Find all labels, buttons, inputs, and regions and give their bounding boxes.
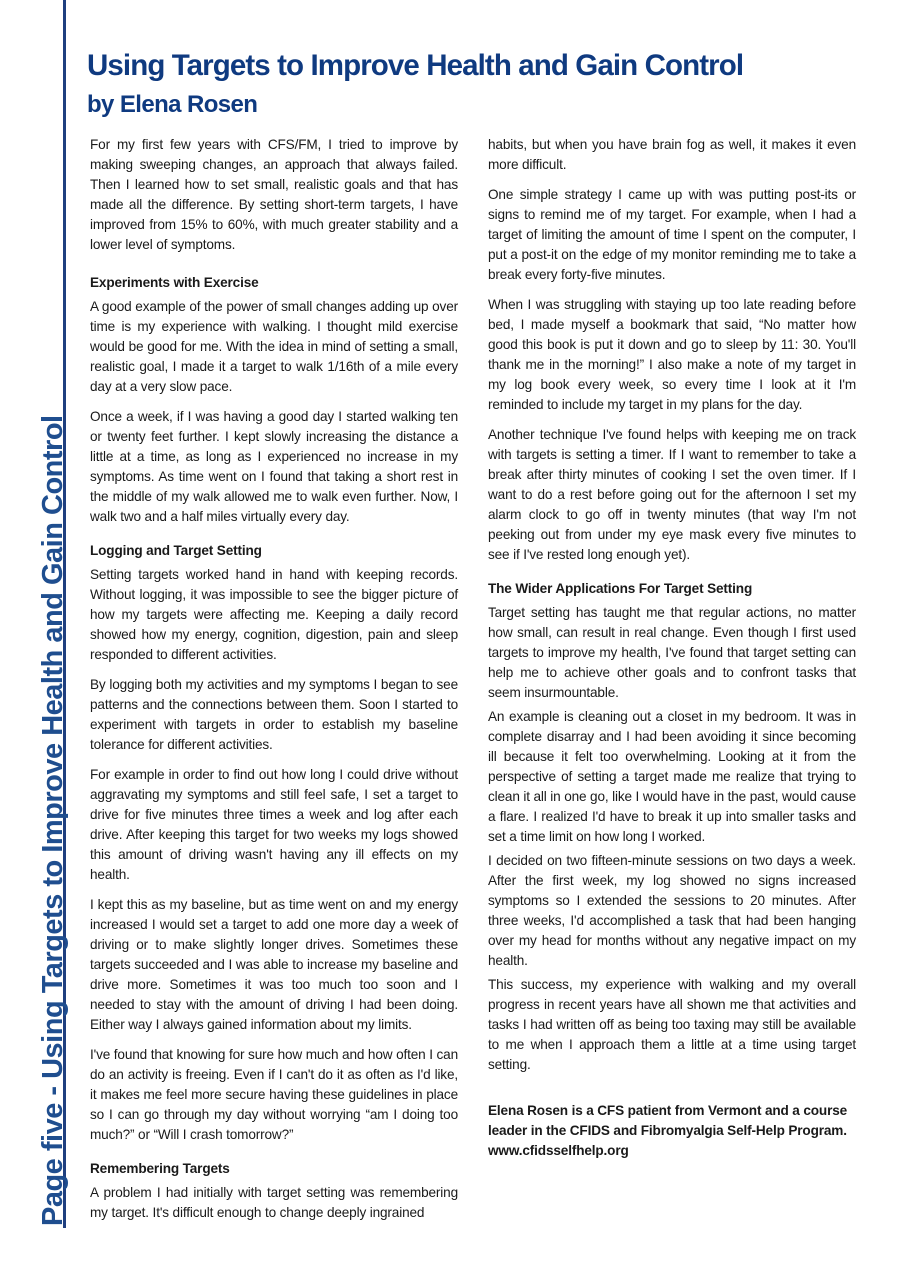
side-page-label: Page five - Using Targets to Improve Health and Gain Control <box>37 415 69 1226</box>
paragraph: This success, my experience with walking and my overall progress in recent years have all shown me that activities and tasks I had written off as being too taxing may still be available to me when I approach them a little at a time using target setting. <box>488 977 856 1072</box>
article-byline: by Elena Rosen <box>87 91 258 118</box>
paragraph: habits, but when you have brain fog as well, it makes it even more difficult. <box>488 137 856 172</box>
right-column <box>488 135 856 1171</box>
paragraph: Another technique I've found helps with keeping me on track with targets is setting a timer. If I want to remember to take a break after thirty minutes of cooking I set the oven timer. If I want to do a rest before going out for the afternoon I set my alarm clock to go off in twenty minutes (that way I'm not peeking out from under my eye mask every five minutes to see if I've rested long enough yet). <box>488 427 856 562</box>
paragraph: An example is cleaning out a closet in my bedroom. It was in complete disarray and I had been avoiding it since becoming ill because it felt too overwhelming. Looking at it from the perspective of setting a target made me realize that trying to clean it all in one go, like I would have in the past, would cause a flare. I realized I'd have to break it up into smaller tasks and set a time limit on how long I worked. <box>488 709 856 844</box>
author-bio <box>488 1101 856 1161</box>
paragraph: I kept this as my baseline, but as time went on and my energy increased I would set a target to add one more day a week of driving or to make slightly longer drives. Sometimes these targets succeeded and I was able to increase my baseline and drive more. Sometimes it was too much too soon and I needed to stay with the amount of driving I had been doing. Either way I always gained information about my limits. <box>90 897 458 1032</box>
paragraph: When I was struggling with staying up too late reading before bed, I made myself a bookmark that said, “No matter how good this book is put it down and go to sleep by 11: 30. You'll thank me in the morning!” I also make a note of my target in my log book every week, so every time I look at it I'm reminded to include my target in my plans for the day. <box>488 297 856 412</box>
paragraph: Once a week, if I was having a good day I started walking ten or twenty feet further. I kept slowly increasing the distance a little at a time, as long as I experienced no increase in my symptoms. As time went on I found that taking a short rest in the middle of my walk allowed me to walk even further. Now, I walk two and a half miles virtually every day. <box>90 409 458 524</box>
paragraph: For example in order to find out how long I could drive without aggravating my symptoms and still feel safe, I set a target to drive for five minutes three times a week and log after each drive. After keeping this target for two weeks my logs showed this amount of driving wasn't having any ill effects on my health. <box>90 767 458 882</box>
left-column <box>90 135 458 1233</box>
paragraph: By logging both my activities and my symptoms I began to see patterns and the connections between them. Soon I started to experiment with targets in order to establish my baseline tolerance for different activities. <box>90 677 458 752</box>
article-title: Using Targets to Improve Health and Gain Control <box>87 49 744 82</box>
author-bio-text: Elena Rosen is a CFS patient from Vermont and a course leader in the CFIDS and Fibromyalgia Self-Help Program. <box>488 1103 848 1138</box>
website-link[interactable]: www.cfidsselfhelp.org <box>488 1143 629 1158</box>
paragraph: Setting targets worked hand in hand with keeping records. Without logging, it was impossible to see the bigger picture of how my targets were affecting me. Keeping a daily record showed how my energy, cognition, digestion, pain and sleep responded to different activities. <box>90 567 458 662</box>
paragraph: A good example of the power of small changes adding up over time is my experience with walking. I thought mild exercise would be good for me. With the idea in mind of setting a small, realistic goal, I made it a target to walk 1/16th of a mile every day at a very slow pace. <box>90 299 458 394</box>
paragraph: One simple strategy I came up with was putting post-its or signs to remind me of my target. For example, when I had a target of limiting the amount of time I spent on the computer, I put a post-it on the edge of my monitor reminding me to take a break every forty-five minutes. <box>488 187 856 282</box>
paragraph: A problem I had initially with target setting was remembering my target. It's difficult enough to change deeply ingrained <box>90 1185 458 1220</box>
paragraph: For my first few years with CFS/FM, I tried to improve by making sweeping changes, an approach that always failed. Then I learned how to set small, realistic goals and that has made all the difference. By setting short-term targets, I have improved from 15% to 60%, with much greater stability and a lower level of symptoms. <box>90 137 458 252</box>
section-heading: Remembering Targets <box>90 1161 230 1176</box>
paragraph: I've found that knowing for sure how much and how often I can do an activity is freeing. Even if I can't do it as often as I'd like, it makes me feel more secure having these guidelines in place so I can go through my day without worrying “am I doing too much?” or “Will I crash tomorrow?” <box>90 1047 458 1142</box>
section-heading: Logging and Target Setting <box>90 543 262 558</box>
paragraph: Target setting has taught me that regular actions, no matter how small, can result in real change. Even though I first used targets to improve my health, I've found that target setting can help me to achieve other goals and to confront tasks that seem insurmountable. <box>488 605 856 700</box>
section-heading: Experiments with Exercise <box>90 275 259 290</box>
paragraph: I decided on two fifteen-minute sessions on two days a week. After the first week, my log showed no signs increased symptoms so I extended the sessions to 20 minutes. After three weeks, I'd accomplished a task that had been hanging over my head for months without any negative impact on my health. <box>488 853 856 968</box>
section-heading: The Wider Applications For Target Setting <box>488 581 753 596</box>
